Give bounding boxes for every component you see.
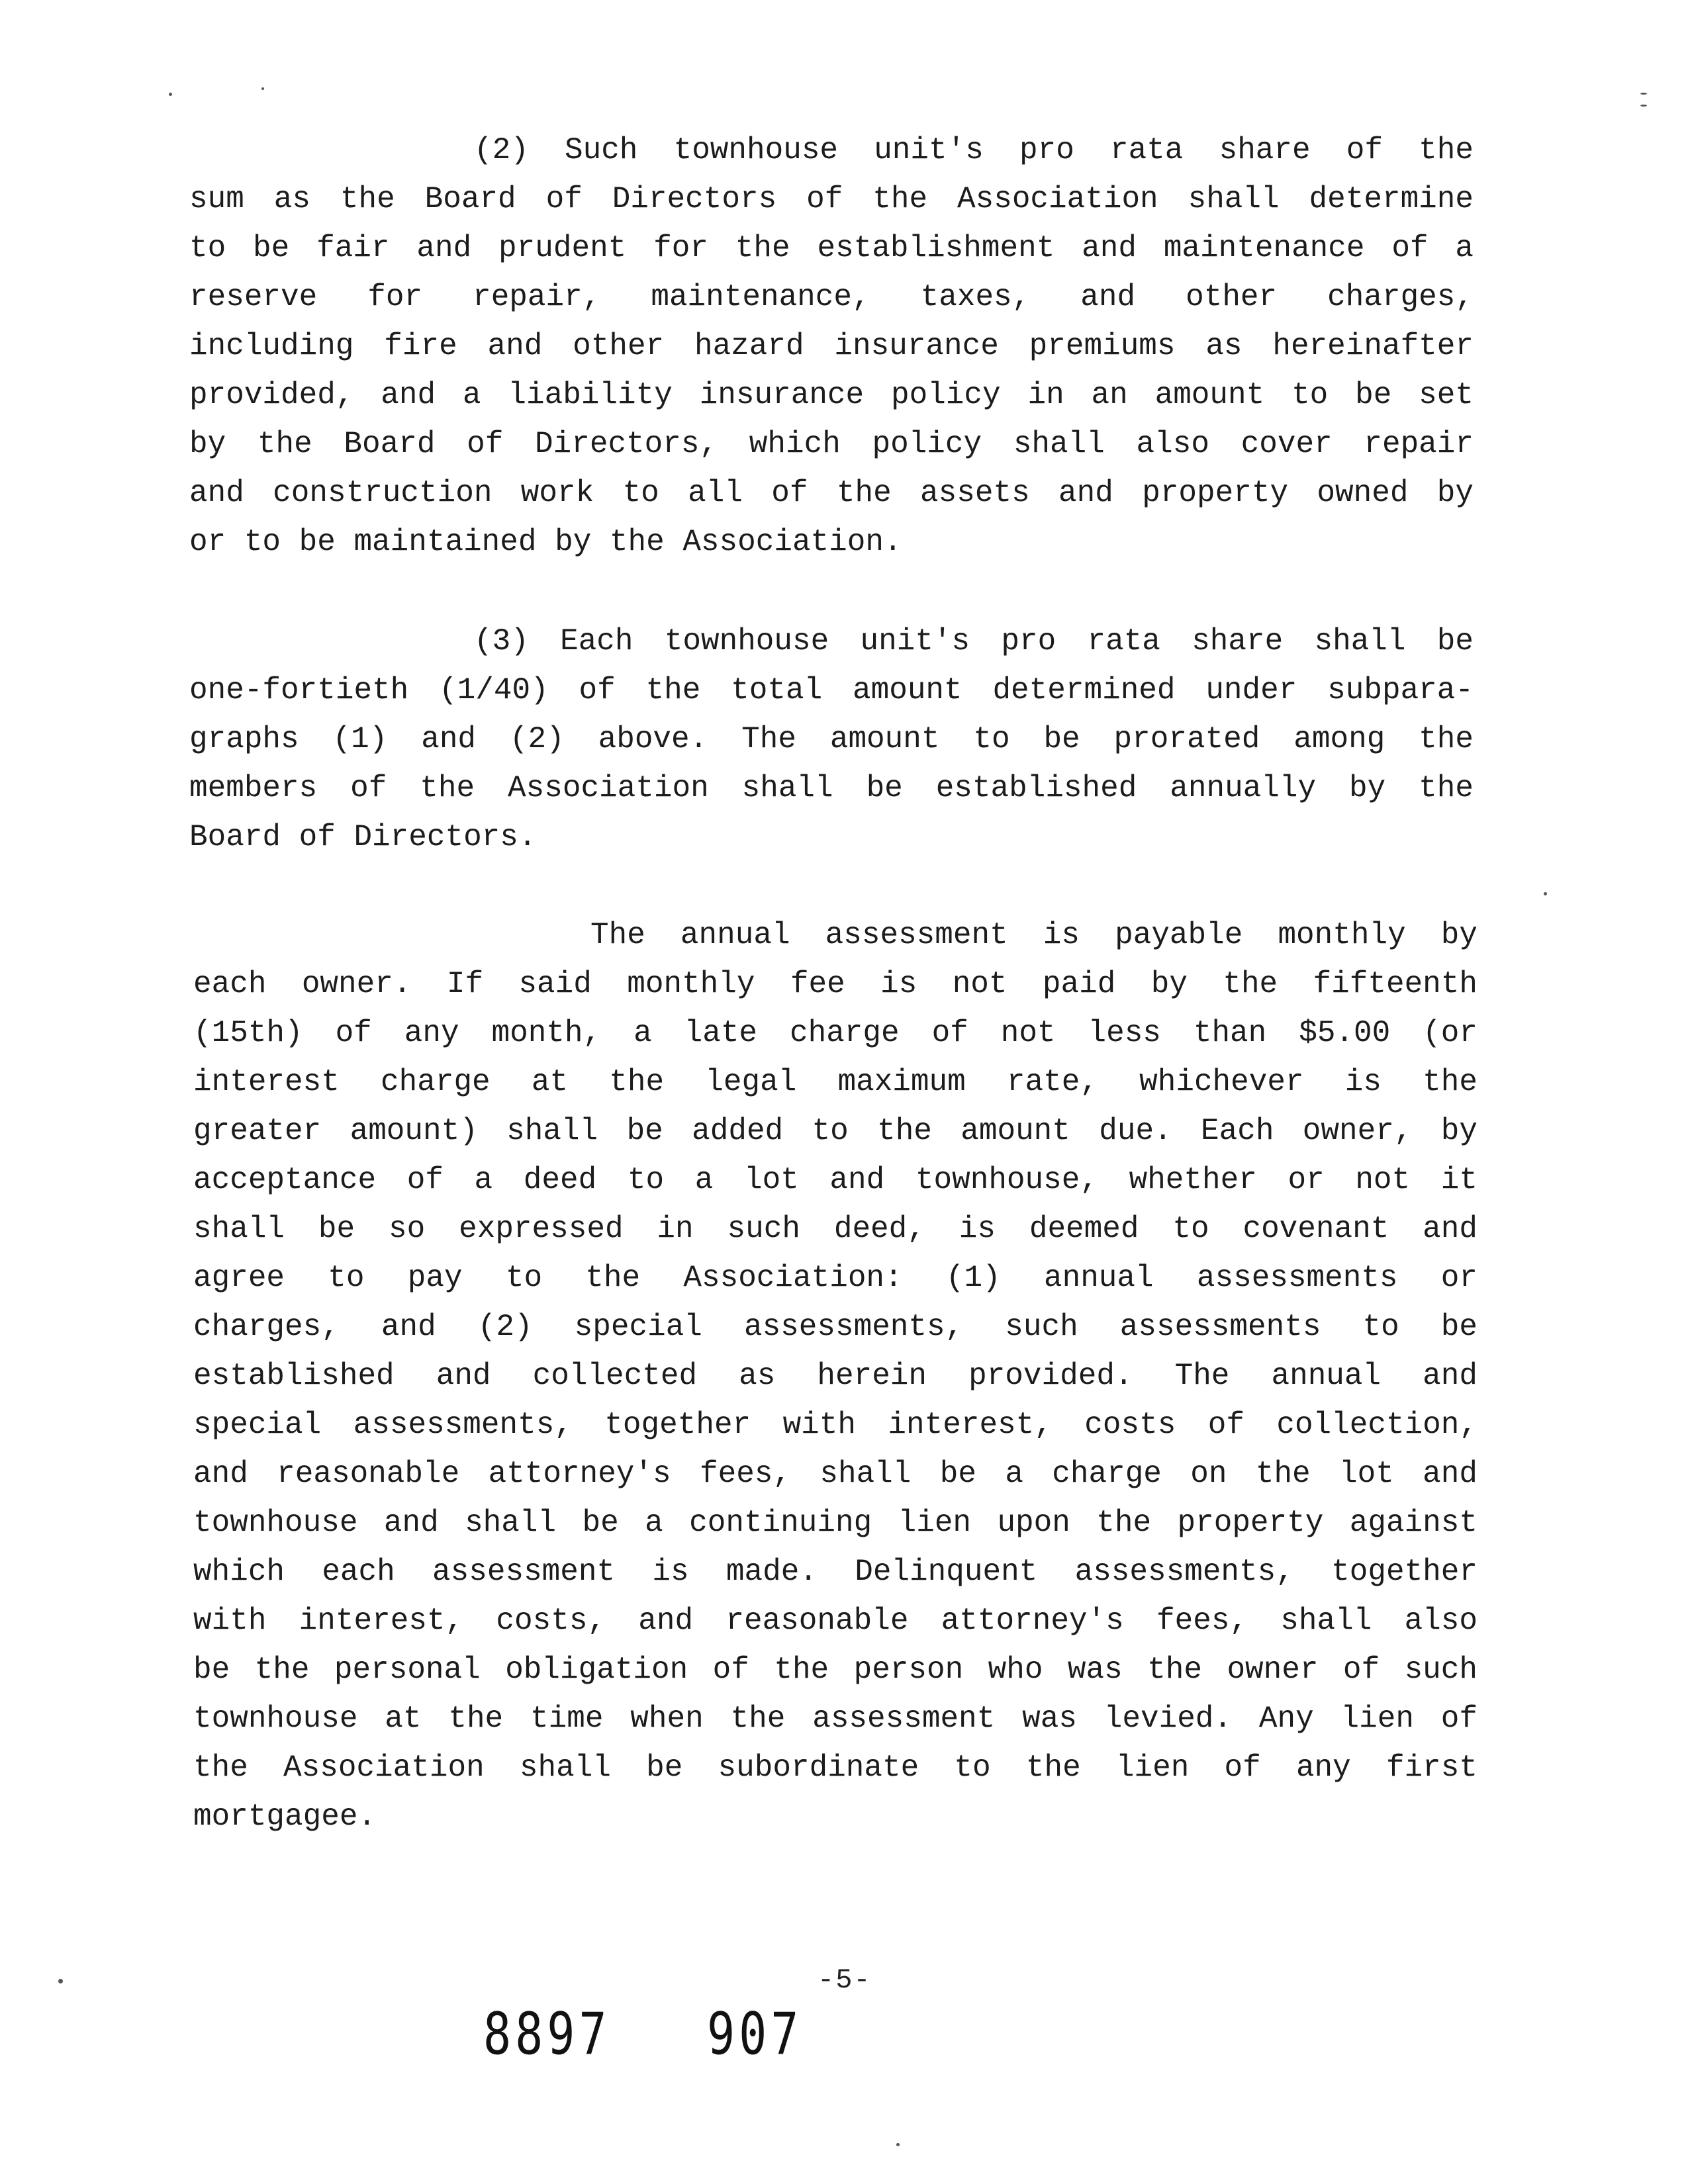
- text-line: which each assessment is made. Delinquent assessments, together: [193, 1555, 1477, 1589]
- scan-speck: [58, 1979, 63, 1983]
- text-line: mortgagee.: [193, 1799, 377, 1834]
- text-line: with interest, costs, and reasonable attorney's fees, shall also: [193, 1604, 1477, 1638]
- text-line: acceptance of a deed to a lot and townhouse, whether or not it: [193, 1163, 1477, 1197]
- text-line: or to be maintained by the Association.: [189, 525, 902, 559]
- text-line: The annual assessment is payable monthly by: [590, 918, 1477, 952]
- text-line: each owner. If said monthly fee is not paid by the fifteenth: [193, 967, 1477, 1001]
- text-line: townhouse and shall be a continuing lien upon the property against: [193, 1506, 1477, 1540]
- scan-speck: [1640, 93, 1647, 95]
- text-line: and construction work to all of the assets and property owned by: [189, 476, 1474, 510]
- text-line: be the personal obligation of the person who was the owner of such: [193, 1653, 1477, 1687]
- text-line: the Association shall be subordinate to the lien of any first: [193, 1751, 1477, 1785]
- text-line: reserve for repair, maintenance, taxes, and other charges,: [189, 280, 1474, 314]
- text-line: (15th) of any month, a late charge of not less than $5.00 (or: [193, 1016, 1477, 1050]
- text-line: provided, and a liability insurance policy in an amount to be set: [189, 378, 1474, 412]
- text-line: Board of Directors.: [189, 820, 537, 854]
- paragraph-4: [193, 911, 1477, 1841]
- scan-speck: [896, 2143, 900, 2146]
- text-line: by the Board of Directors, which policy shall also cover repair: [189, 427, 1474, 461]
- text-line: members of the Association shall be established annually by the: [189, 771, 1474, 805]
- scan-speck: [1544, 892, 1547, 895]
- text-line: (2) Such townhouse unit's pro rata share of the: [474, 133, 1474, 167]
- text-line: (3) Each townhouse unit's pro rata share shall be: [474, 624, 1474, 659]
- text-line: one-fortieth (1/40) of the total amount determined under subpara-: [189, 673, 1474, 707]
- text-line: interest charge at the legal maximum rate, whichever is the: [193, 1065, 1477, 1099]
- recording-stamp-book: 8897: [483, 2000, 611, 2068]
- scan-speck: [1640, 105, 1647, 107]
- paragraph-2: [189, 126, 1474, 567]
- scan-speck: [169, 93, 172, 96]
- text-line: graphs (1) and (2) above. The amount to be prorated among the: [189, 722, 1474, 756]
- text-line: established and collected as herein provided. The annual and: [193, 1359, 1477, 1393]
- text-line: to be fair and prudent for the establishment and maintenance of a: [189, 231, 1474, 265]
- scan-speck: [261, 87, 264, 90]
- text-line: shall be so expressed in such deed, is deemed to covenant and: [193, 1212, 1477, 1246]
- text-line: agree to pay to the Association: (1) annual assessments or: [193, 1261, 1477, 1295]
- page-number: -5-: [818, 1964, 872, 1996]
- text-line: townhouse at the time when the assessment was levied. Any lien of: [193, 1702, 1477, 1736]
- paragraph-3: [189, 617, 1474, 862]
- text-line: and reasonable attorney's fees, shall be a charge on the lot and: [193, 1457, 1477, 1491]
- text-line: sum as the Board of Directors of the Association shall determine: [189, 182, 1474, 216]
- recording-stamp-page: 907: [707, 2000, 803, 2068]
- text-line: special assessments, together with interest, costs of collection,: [193, 1408, 1477, 1442]
- text-line: including fire and other hazard insurance premiums as hereinafter: [189, 329, 1474, 363]
- text-line: greater amount) shall be added to the amount due. Each owner, by: [193, 1114, 1477, 1148]
- text-line: charges, and (2) special assessments, such assessments to be: [193, 1310, 1477, 1344]
